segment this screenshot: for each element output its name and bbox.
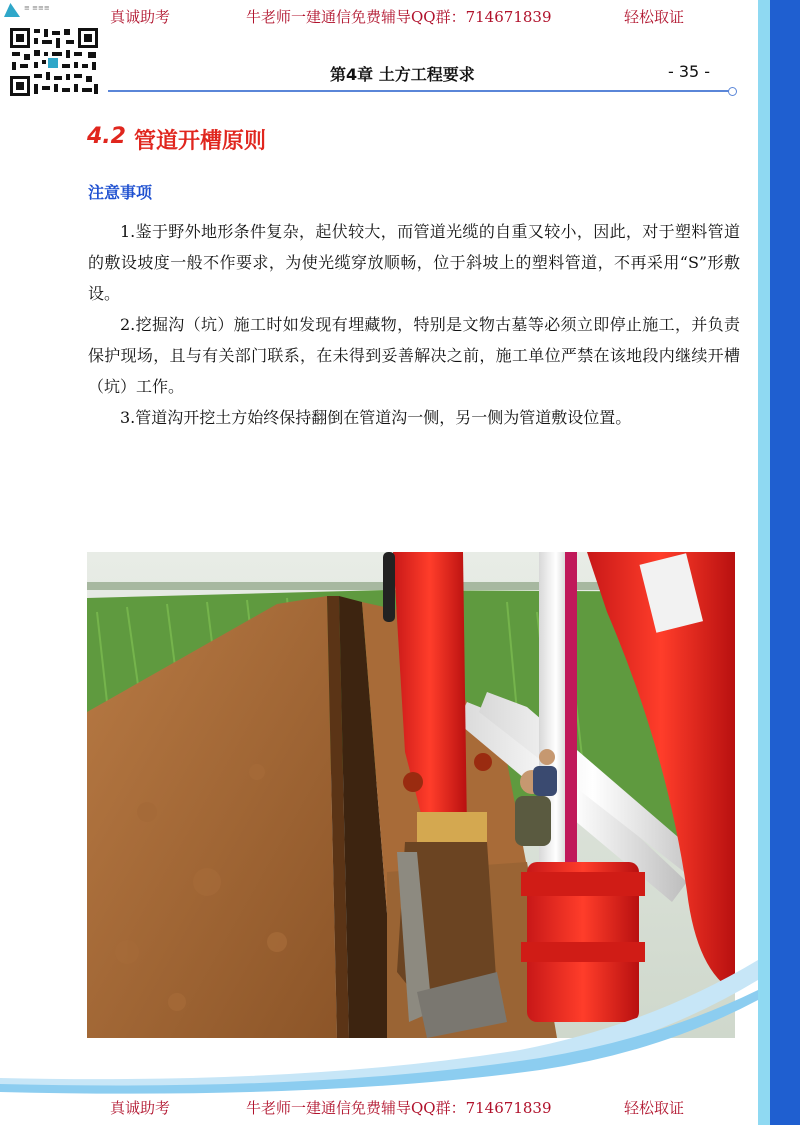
page-number: - 35 - [668, 62, 711, 81]
paragraph-3: 3.管道沟开挖土方始终保持翻倒在管道沟一侧，另一侧为管道敷设位置。 [120, 408, 632, 427]
banner-center-text: 牛老师一建通信免费辅导QQ群：714671839 [246, 8, 552, 26]
right-light-stripe [758, 0, 770, 1125]
paragraph-2: 2.挖掘沟（坑）施工时如发现有埋藏物，特别是文物古墓等必须立即停止施工，并负责保护现场，且与有关部门联系，在未得到妥善解决之前，施工单位严禁在该地段内继续开槽（坑）工作。 [88, 315, 740, 396]
subheading: 注意事项 [88, 183, 153, 202]
banner-right-text: 轻松取证 [624, 1099, 685, 1117]
header-rule-end [728, 87, 737, 96]
chapter-header: 第4章 土方工程要求 [330, 65, 475, 84]
paragraph-1: 1.鉴于野外地形条件复杂，起伏较大，而管道光缆的自重又较小，因此，对于塑料管道的敷设坡度一般不作要求，为使光缆穿放顺畅，位于斜坡上的塑料管道，不再采用“S”形敷设。 [88, 222, 740, 303]
banner-center-text: 牛老师一建通信免费辅导QQ群：714671839 [246, 1099, 552, 1117]
body-text [88, 216, 740, 433]
logo-text: ≡ ≡≡≡ [24, 4, 50, 12]
header-rule [108, 90, 730, 92]
bottom-banner [0, 1097, 758, 1121]
decorative-wave [0, 960, 758, 1100]
qr-code-icon [8, 26, 100, 98]
top-banner [0, 6, 758, 30]
section-number: 4.2 [87, 124, 126, 149]
banner-right-text: 轻松取证 [624, 8, 685, 26]
section-title: 管道开槽原则 [134, 129, 267, 154]
banner-left-text: 真诚助考 [110, 1099, 171, 1117]
banner-left-text: 真诚助考 [110, 8, 171, 26]
right-blue-stripe [770, 0, 800, 1125]
